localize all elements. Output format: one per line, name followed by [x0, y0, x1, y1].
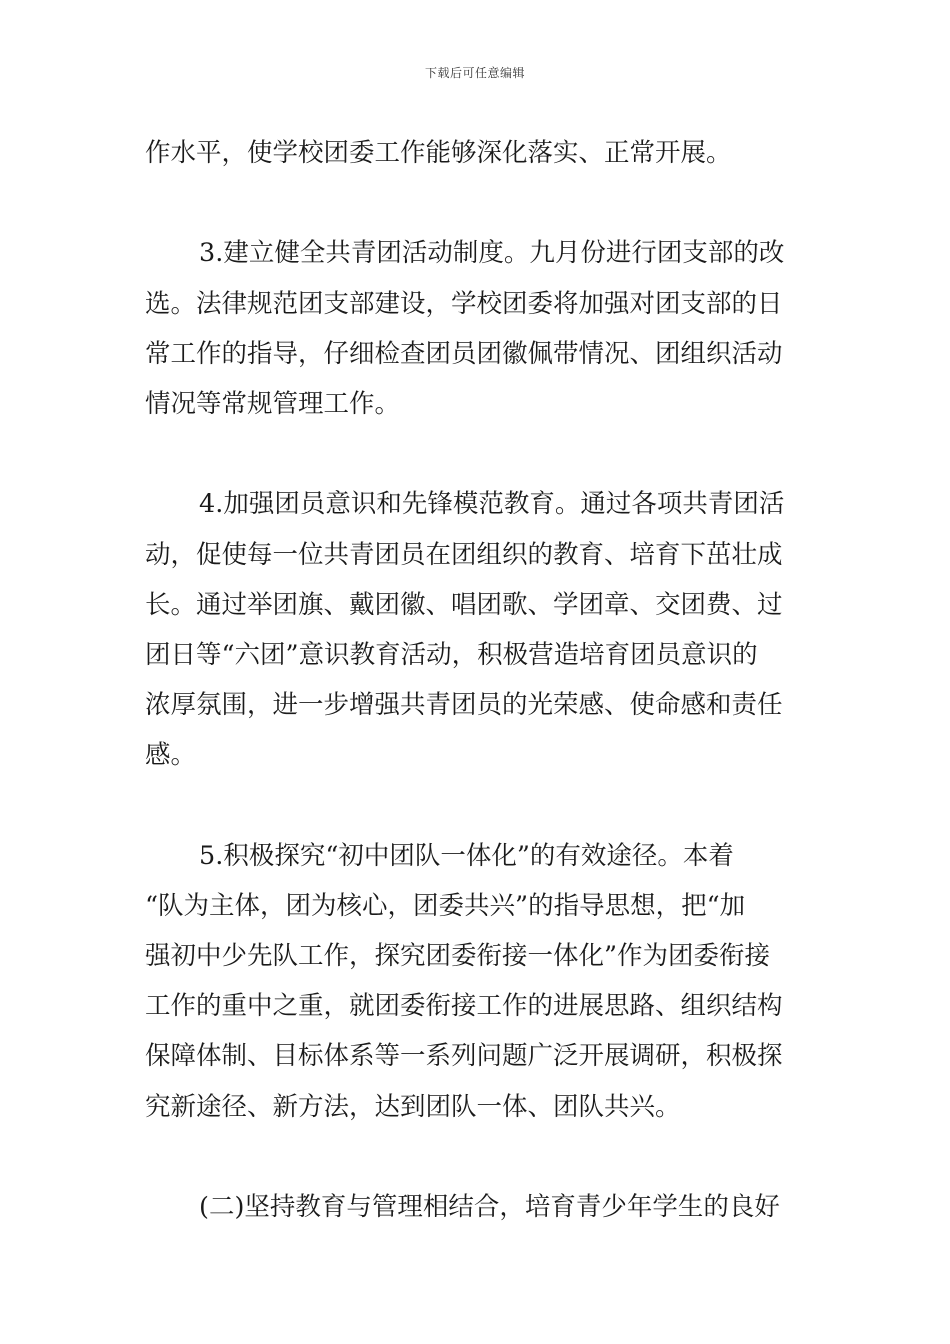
paragraph-item-5	[145, 831, 807, 1132]
paragraph-gap	[145, 780, 807, 830]
paragraph-item-4	[145, 479, 807, 780]
text-line: 长。通过举团旗、戴团徽、唱团歌、学团章、交团费、过	[145, 589, 783, 620]
text-line: 保障体制、目标体系等一系列问题广泛开展调研，积极探	[145, 1041, 783, 1072]
text-line: 5.积极探究“初中团队一体化”的有效途径。本着	[199, 840, 734, 871]
paragraph-gap	[145, 178, 807, 228]
text-line: 究新途径、新方法，达到团队一体、团队共兴。	[145, 1091, 681, 1122]
text-line: 团日等“六团”意识教育活动，积极营造培育团员意识的	[145, 639, 758, 670]
text-line: 选。法律规范团支部建设，学校团委将加强对团支部的日	[145, 288, 783, 319]
document-body	[145, 128, 807, 1232]
text-line: 4.加强团员意识和先锋模范教育。通过各项共青团活	[199, 489, 785, 520]
text-line: 动，促使每一位共青团员在团组织的教育、培育下茁壮成	[145, 539, 783, 570]
text-line: (二)坚持教育与管理相结合，培育青少年学生的良好	[199, 1191, 780, 1222]
section-heading-two	[145, 1182, 807, 1232]
text-line: 强初中少先队工作，探究团委衔接一体化”作为团委衔接	[145, 941, 771, 971]
text-line: 3.建立健全共青团活动制度。九月份进行团支部的改	[199, 238, 785, 269]
text-line: 工作的重中之重，就团委衔接工作的进展思路、组织结构	[145, 991, 783, 1022]
text-line: 作水平，使学校团委工作能够深化落实、正常开展。	[145, 138, 732, 168]
text-line: 情况等常规管理工作。	[145, 388, 401, 419]
paragraph-gap	[145, 429, 807, 479]
text-line: “队为主体，团为核心，团委共兴”的指导思想，把“加	[145, 890, 746, 921]
text-line: 浓厚氛围，进一步增强共青团员的光荣感、使命感和责任	[145, 690, 783, 721]
text-line: 常工作的指导，仔细检查团员团徽佩带情况、团组织活动	[145, 338, 783, 369]
paragraph-item-3	[145, 228, 807, 429]
text-line: 感。	[145, 740, 197, 771]
paragraph-gap	[145, 1132, 807, 1182]
paragraph-continuation	[145, 128, 807, 178]
page-header: 下载后可任意编辑	[424, 66, 525, 80]
